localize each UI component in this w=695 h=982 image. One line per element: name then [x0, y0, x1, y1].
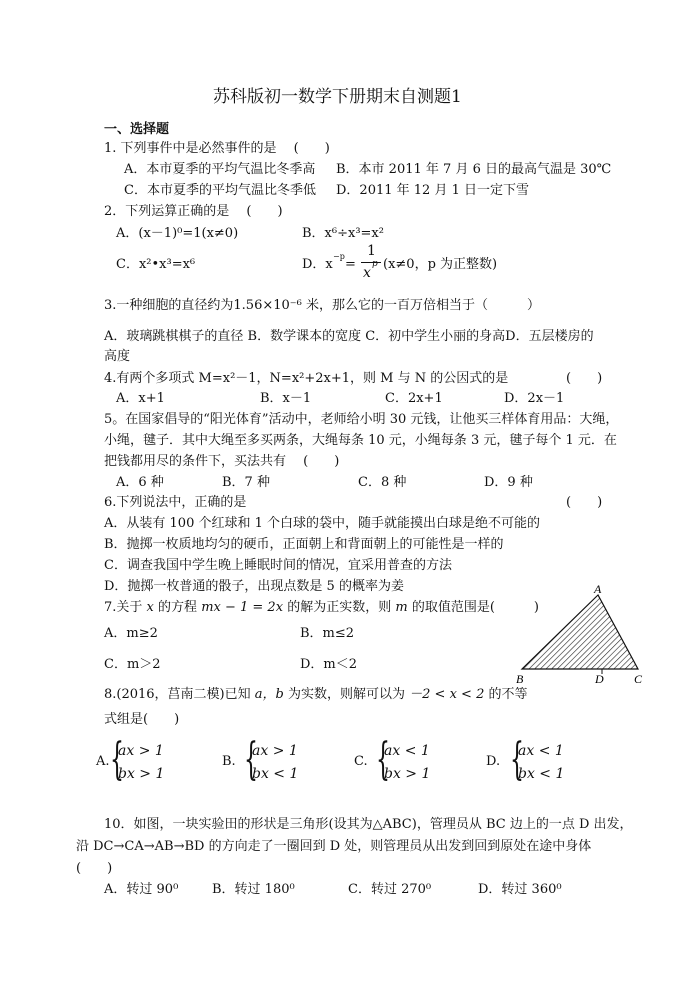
q2-option-c: C．x²•x³=x⁶ [116, 257, 196, 272]
q2-d-denominator: x [363, 265, 371, 281]
q7-post: 的解为正实数，则 [287, 600, 392, 615]
q8-c-ineq-2: bx > 1 [384, 766, 431, 782]
q10-line-3: ( ) [76, 861, 113, 876]
q5-option-b: B．7 种 [222, 475, 270, 490]
q8-d-label: D. [486, 754, 501, 769]
q2-d-condition: (x≠0，p 为正整数) [383, 257, 498, 272]
q8-range: －2 < x < 2 [409, 687, 485, 702]
q8-d-ineq-2: bx < 1 [518, 766, 565, 782]
q2-d-numerator: 1 [367, 243, 376, 259]
fraction-bar [361, 262, 381, 263]
q4-answer-paren: ( ) [566, 371, 603, 386]
q2-stem: 2．下列运算正确的是 ( ) [104, 204, 283, 219]
q6-option-c: C．调查我国中学生晚上睡眠时间的情况，宜采用普查的方法 [104, 558, 452, 573]
q8-b-ineq-1: ax > 1 [252, 743, 298, 759]
q8-a-ineq-1: ax > 1 [118, 743, 164, 759]
q2-d-exponent: −p [333, 252, 345, 261]
q6-answer-paren: ( ) [566, 495, 603, 510]
vertex-label-c: C [634, 672, 643, 686]
triangle-abc [522, 595, 638, 669]
q8-ab: a，b [254, 687, 284, 702]
q3-options: A．玻璃跳棋棋子的直径 B．数学课本的宽度 C．初中学生小丽的身高D．五层楼房的 [104, 329, 594, 344]
q10-line-2: 沿 DC→CA→AB→BD 的方向走了一圈回到 D 处，则管理员从出发到回到原处在途中身体 [76, 839, 592, 854]
q2-d-den-exponent: p [372, 259, 378, 269]
q8-pre: 8.(2016，莒南二模)已知 [104, 687, 251, 702]
q6-option-a: A．从装有 100 个红球和 1 个白球的袋中，随手就能摸出白球是绝不可能的 [104, 516, 541, 531]
q4-option-c: C．2x+1 [385, 391, 443, 406]
q7-option-c: C．m＞2 [104, 657, 161, 672]
q8-mid: 为实数，则解可以为 [288, 687, 406, 702]
q8-stem-line-2: 式组是( ) [104, 712, 180, 727]
q8-a-label: A. [96, 754, 110, 769]
triangle-figure [510, 580, 660, 690]
q10-option-b: B．转过 180⁰ [212, 882, 295, 897]
q5-line-2: 小绳，毽子．其中大绳至多买两条，大绳每条 10 元，小绳每条 3 元，毽子每个 1 元．在 [104, 433, 617, 448]
q8-b-label: B. [222, 754, 236, 769]
q6-stem: 6.下列说法中，正确的是 [104, 495, 247, 510]
q2-d-prefix: D．x [302, 257, 333, 272]
q4-stem: 4.有两个多项式 M=x²－1，N=x²+2x+1，则 M 与 N 的公因式的是 [104, 371, 509, 386]
q5-line-1: 5。在国家倡导的“阳光体育”活动中，老师给小明 30 元钱，让他买三样体育用品：大绳， [104, 412, 619, 427]
q5-option-a: A．6 种 [116, 475, 164, 490]
q8-d-ineq-1: ax < 1 [518, 743, 564, 759]
q6-option-d: D．抛掷一枚普通的骰子，出现点数是 5 的概率为姜 [104, 579, 404, 594]
q7-pre: 7.关于 [104, 600, 143, 615]
vertex-label-d: D [595, 672, 604, 686]
section-heading: 一、选择题 [104, 122, 170, 137]
q10-line-1: 10．如图，一块实验田的形状是三角形(设其为△ABC)，管理员从 BC 边上的一点 D 出发， [104, 817, 633, 832]
q8-c-ineq-1: ax < 1 [384, 743, 430, 759]
q5-option-c: C．8 种 [358, 475, 407, 490]
vertex-label-a: A [594, 582, 602, 596]
q7-option-b: B．m≤2 [300, 626, 355, 641]
q5-line-3: 把钱都用尽的条件下，买法共有 ( ) [104, 454, 340, 469]
q8-c-label: C. [354, 754, 368, 769]
q10-option-a: A．转过 90⁰ [104, 882, 179, 897]
q7-option-d: D．m＜2 [300, 657, 358, 672]
page-title: 苏科版初一数学下册期末自测题1 [213, 87, 462, 107]
brace-icon: { [510, 734, 524, 785]
q7-var-m: m [395, 600, 408, 615]
q10-option-d: D．转过 360⁰ [478, 882, 562, 897]
vertex-label-b: B [516, 672, 524, 686]
q7-option-a: A．m≥2 [104, 626, 158, 641]
q2-option-b: B．x⁶÷x³=x² [302, 226, 384, 241]
q1-option-a: A．本市夏季的平均气温比冬季高 [124, 162, 316, 177]
q8-post: 的不等 [488, 687, 528, 702]
q10-option-c: C．转过 270⁰ [348, 882, 432, 897]
brace-icon: { [244, 734, 258, 785]
q8-stem [104, 686, 528, 704]
q8-a-ineq-2: bx > 1 [118, 766, 165, 782]
q1-option-d: D．2011 年 12 月 1 日一定下雪 [336, 183, 529, 198]
q4-option-d: D．2x－1 [504, 391, 565, 406]
q6-option-b: B．抛掷一枚质地均匀的硬币，正面朝上和背面朝上的可能性是一样的 [104, 537, 504, 552]
q1-stem: 1. 下列事件中是必然事件的是 ( ) [104, 141, 330, 156]
brace-icon: { [110, 734, 124, 785]
q7-end: 的取值范围是( ) [411, 600, 539, 615]
q1-option-c: C．本市夏季的平均气温比冬季低 [124, 183, 316, 198]
q5-option-d: D．9 种 [484, 475, 533, 490]
q4-option-a: A．x+1 [116, 391, 165, 406]
q7-mid: 的方程 [158, 600, 198, 615]
q2-option-a: A．(x－1)⁰=1(x≠0) [116, 226, 239, 241]
q7-stem [104, 599, 539, 617]
q3-stem: 3.一种细胞的直径约为1.56×10⁻⁶ 米，那么它的一百万倍相当于（ ） [104, 298, 540, 313]
q8-b-ineq-2: bx < 1 [252, 766, 299, 782]
q2-d-equals: = [345, 257, 356, 272]
brace-icon: { [376, 734, 390, 785]
q7-equation: mx − 1 = 2x [201, 600, 284, 615]
q4-option-b: B．x－1 [260, 391, 312, 406]
q7-var-x: x [146, 600, 154, 615]
q1-option-b: B．本市 2011 年 7 月 6 日的最高气温是 30℃ [336, 162, 612, 177]
q3-options-cont: 高度 [104, 349, 131, 364]
